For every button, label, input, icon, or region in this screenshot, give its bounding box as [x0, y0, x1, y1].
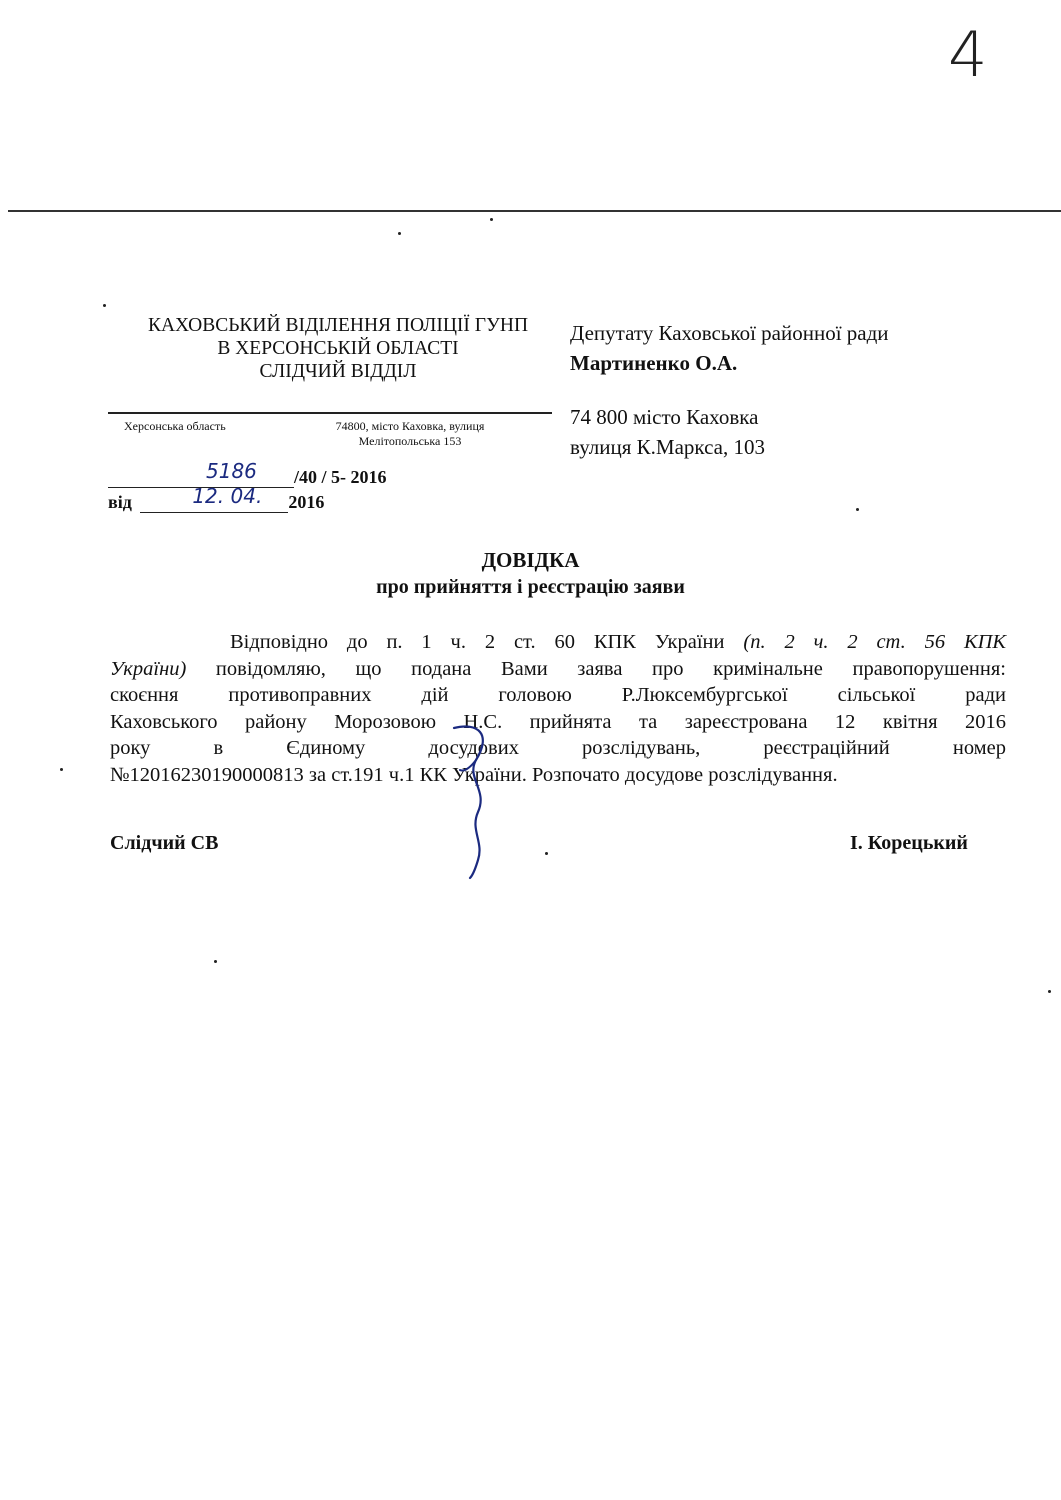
scan-speck [214, 960, 217, 963]
body-line-6: №12016230190000813 за ст.191 ч.1 КК України. Розпочато досудове розслідування. [110, 763, 838, 786]
sender-address-region: Херсонська область [124, 419, 226, 433]
scan-speck [856, 508, 859, 511]
date-handwritten: 12. 04. [192, 484, 263, 508]
body-line-5: року в Єдиному досудових розслідувань, реєстраційний номер [110, 737, 1006, 759]
date-suffix: 2016 [288, 492, 325, 512]
recipient-block [570, 318, 889, 378]
recipient-address-line-2: вулиця К.Маркса, 103 [570, 435, 765, 459]
sender-address-street-line-2: Мелітопольська 153 [358, 434, 462, 448]
scan-speck [490, 218, 493, 221]
scan-speck [60, 768, 63, 771]
signatory-position: Слідчий СВ [110, 832, 219, 854]
top-divider [8, 210, 1061, 212]
org-line-3: СЛІДЧИЙ ВІДДІЛ [259, 361, 417, 382]
date-blank [140, 484, 288, 513]
page-number: 4 [948, 18, 988, 91]
registration-number-suffix: /40 / 5- 2016 [294, 467, 387, 487]
scan-speck [1048, 990, 1051, 993]
letterhead-rule [108, 412, 552, 414]
body-line-1-b: (п. 2 ч. 2 ст. 56 КПК [743, 631, 1007, 653]
document-body [110, 629, 1006, 788]
sender-address-street [310, 419, 510, 449]
registration-number-handwritten: 5186 [206, 459, 257, 483]
handwritten-signature [448, 720, 508, 880]
sender-organization [108, 314, 568, 383]
scan-speck [545, 852, 548, 855]
body-line-2-a: України) [110, 657, 187, 680]
recipient-name: Мартиненко О.А. [570, 351, 738, 375]
document-title: ДОВІДКА [481, 548, 580, 572]
body-line-1-a: Відповідно до п. 1 ч. 2 ст. 60 КПК України [230, 631, 725, 653]
recipient-title: Депутату Каховської районної ради [570, 321, 889, 345]
org-line-1: КАХОВСЬКИЙ ВІДІЛЕННЯ ПОЛІЦІЇ ГУНП [147, 315, 529, 336]
date-prefix: від [108, 492, 132, 512]
body-line-2-b: повідомляю, що подана Вами заява про кримінальне правопорушення: [186, 657, 1006, 680]
scan-speck [103, 304, 106, 307]
recipient-address [570, 402, 765, 462]
body-line-4: Каховського району Морозовою Н.С. прийнята та зареєстрована 12 квітня 2016 [110, 710, 1006, 733]
sender-address-street-line-1: 74800, місто Каховка, вулиця [335, 419, 485, 433]
scan-speck [398, 232, 401, 235]
document-subtitle: про прийняття і реєстрацію заяви [376, 576, 685, 598]
recipient-address-line-1: 74 800 місто Каховка [570, 405, 759, 429]
org-line-2: В ХЕРСОНСЬКІЙ ОБЛАСТІ [217, 338, 459, 359]
body-line-3: скоєння противоправних дій головою Р.Люксембургської сільської ради [110, 684, 1006, 706]
body-line-2 [110, 656, 1006, 683]
signatory-name: І. Корецький [850, 832, 968, 854]
registration-date-line [108, 484, 325, 513]
body-line-1 [110, 629, 1006, 656]
